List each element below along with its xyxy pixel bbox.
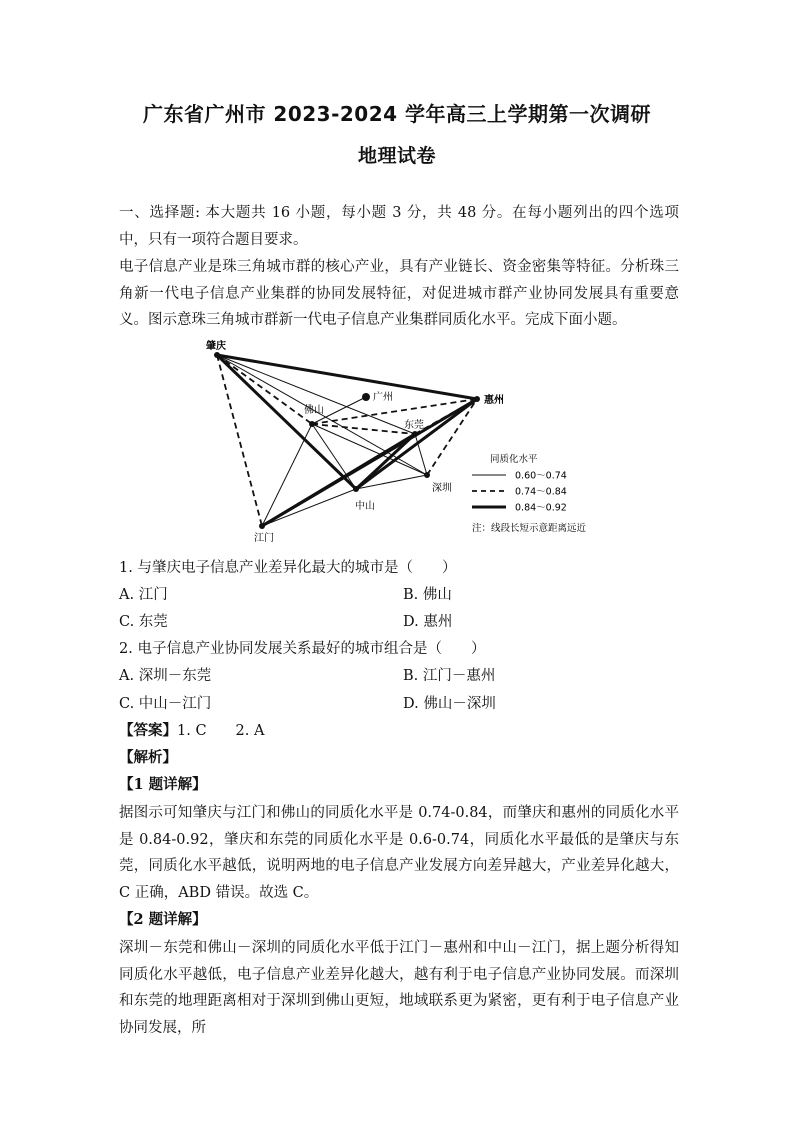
city-label-zhaoqing: 肇庆 <box>206 341 226 352</box>
q1-detail-text: 据图示可知肇庆与江门和佛山的同质化水平是 0.74-0.84，而肇庆和惠州的同质化水平是 0.84-0.92，肇庆和东莞的同质化水平是 0.6-0.74，同质化水平最低的是肇庆与东莞，同质化水平越低，说明两地的电子信息产业发展方向差异越大，产业差异化越大，C 正确，ABD 错误。故选 C。 <box>119 805 679 901</box>
city-node-zhaoqing <box>214 352 220 358</box>
q2-detail-text: 深圳－东莞和佛山－深圳的同质化水平低于江门－惠州和中山－江门，据上题分析得知同质化水平越低，电子信息产业差异化越大，越有利于电子信息产业协同发展。而深圳和东莞的地理距离相对于深圳到佛山更短，地域联系更为紧密，更有利于电子信息产业协同发展，所 <box>119 940 679 1036</box>
legend <box>472 453 587 534</box>
city-label-zhongshan: 中山 <box>355 501 375 512</box>
answer-value: 1. C 2. A <box>177 723 265 739</box>
material-text: 电子信息产业是珠三角城市群的核心产业，具有产业链长、资金密集等特征。分析珠三角新一代电子信息产业集群的协同发展特征，对促进城市群产业协同发展具有重要意义。图示意珠三角城市群新一代电子信息产业集群同质化水平。完成下面小题。 <box>119 259 679 328</box>
question-1-option-b: B. 佛山 <box>403 587 452 603</box>
link-zhaoqing-foshan <box>217 355 312 424</box>
homogeneity-network-diagram <box>195 335 605 550</box>
city-nodes <box>214 352 480 529</box>
link-zhongshan-jiangmen <box>262 489 356 526</box>
link-foshan-dongguan <box>312 424 415 434</box>
legend-note: 注：线段长短示意距离远近 <box>472 523 587 534</box>
city-node-huizhou <box>474 396 480 402</box>
link-zhaoqing-jiangmen <box>217 355 262 526</box>
legend-title: 同质化水平 <box>490 454 538 465</box>
network-links <box>217 355 477 526</box>
question-1-stem: 1. 与肇庆电子信息产业差异化最大的城市是（ ） <box>119 560 457 576</box>
question-1-option-d: D. 惠州 <box>403 614 453 630</box>
city-labels <box>206 339 504 544</box>
link-huizhou-zhongshan <box>356 399 477 489</box>
question-1-option-c: C. 东莞 <box>119 614 168 630</box>
city-node-guangzhou <box>362 393 370 401</box>
legend-label-mid: 0.74～0.84 <box>515 486 567 498</box>
city-node-zhongshan <box>353 486 359 492</box>
question-2-option-d: D. 佛山－深圳 <box>403 696 496 712</box>
city-node-jiangmen <box>259 523 265 529</box>
page-subtitle: 地理试卷 <box>357 145 436 167</box>
city-node-shenzhen <box>424 472 430 478</box>
section-description: 一、选择题: 本大题共 16 小题，每小题 3 分，共 48 分。在每小题列出的四个选项中，只有一项符合题目要求。 <box>119 205 679 248</box>
city-node-foshan <box>309 421 315 427</box>
legend-label-high: 0.84～0.92 <box>515 502 567 514</box>
q1-detail-label: 【1 题详解】 <box>119 776 207 793</box>
city-label-huizhou: 惠州 <box>484 395 504 406</box>
answer-label: 【答案】 <box>119 722 177 739</box>
question-2-option-c: C. 中山－江门 <box>119 696 212 712</box>
q2-detail-label: 【2 题详解】 <box>119 911 207 928</box>
city-label-foshan: 佛山 <box>304 405 324 416</box>
city-node-dongguan <box>412 431 418 437</box>
legend-label-low: 0.60～0.74 <box>515 470 567 482</box>
city-label-shenzhen: 深圳 <box>432 483 452 494</box>
analysis-label: 【解析】 <box>119 749 177 766</box>
city-label-jiangmen: 江门 <box>254 533 274 544</box>
question-2-stem: 2. 电子信息产业协同发展关系最好的城市组合是（ ） <box>119 641 486 657</box>
question-2-option-a: A. 深圳－东莞 <box>119 668 212 684</box>
page-title: 广东省广州市 2023-2024 学年高三上学期第一次调研 <box>142 102 652 126</box>
question-2-option-b: B. 江门－惠州 <box>403 668 496 684</box>
city-label-guangzhou: 广州 <box>373 392 393 403</box>
link-shenzhen-huizhou <box>427 399 477 475</box>
answer-line <box>119 719 264 740</box>
city-label-dongguan: 东莞 <box>404 420 424 431</box>
question-1-option-a: A. 江门 <box>119 587 168 603</box>
